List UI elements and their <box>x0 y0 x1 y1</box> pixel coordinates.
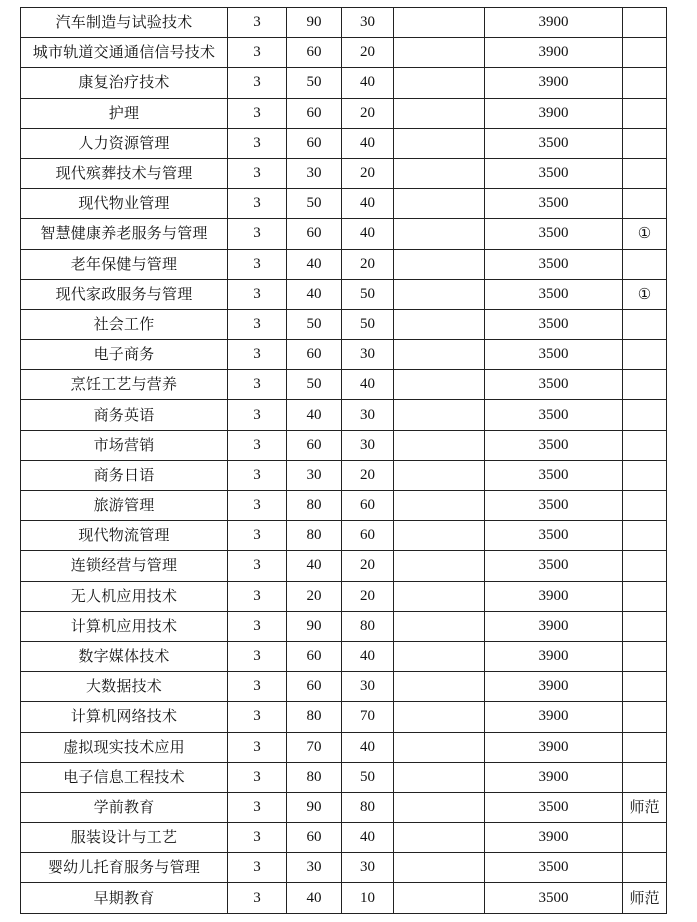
note-cell <box>623 430 667 460</box>
duration-years-cell: 3 <box>228 792 287 822</box>
enrollment-count-cell: 40 <box>342 68 394 98</box>
duration-years-cell: 3 <box>228 370 287 400</box>
empty-cell <box>394 68 485 98</box>
plan-count-cell: 30 <box>287 460 342 490</box>
table-row <box>21 672 667 702</box>
note-cell <box>623 340 667 370</box>
table-row <box>21 702 667 732</box>
tuition-fee-cell: 3500 <box>485 340 623 370</box>
plan-count-cell: 80 <box>287 702 342 732</box>
tuition-fee-cell: 3500 <box>485 460 623 490</box>
empty-cell <box>394 8 485 38</box>
table-row <box>21 823 667 853</box>
document-page <box>20 7 667 914</box>
duration-years-cell: 3 <box>228 189 287 219</box>
note-cell <box>623 309 667 339</box>
enrollment-count-cell: 80 <box>342 792 394 822</box>
plan-count-cell: 40 <box>287 249 342 279</box>
duration-years-cell: 3 <box>228 491 287 521</box>
enrollment-count-cell: 20 <box>342 98 394 128</box>
plan-count-cell: 90 <box>287 8 342 38</box>
major-name-cell: 现代殡葬技术与管理 <box>21 158 228 188</box>
plan-count-cell: 50 <box>287 370 342 400</box>
tuition-fee-cell: 3900 <box>485 672 623 702</box>
empty-cell <box>394 98 485 128</box>
enrollment-count-cell: 60 <box>342 521 394 551</box>
tuition-fee-cell: 3500 <box>485 853 623 883</box>
duration-years-cell: 3 <box>228 611 287 641</box>
enrollment-count-cell: 40 <box>342 128 394 158</box>
duration-years-cell: 3 <box>228 128 287 158</box>
table-row <box>21 521 667 551</box>
empty-cell <box>394 702 485 732</box>
note-cell: ① <box>623 219 667 249</box>
note-cell <box>623 98 667 128</box>
major-name-cell: 大数据技术 <box>21 672 228 702</box>
note-cell <box>623 581 667 611</box>
plan-count-cell: 40 <box>287 400 342 430</box>
tuition-fee-cell: 3500 <box>485 370 623 400</box>
enrollment-count-cell: 80 <box>342 611 394 641</box>
duration-years-cell: 3 <box>228 8 287 38</box>
major-name-cell: 计算机应用技术 <box>21 611 228 641</box>
table-row <box>21 792 667 822</box>
plan-count-cell: 60 <box>287 128 342 158</box>
plan-count-cell: 40 <box>287 279 342 309</box>
tuition-fee-cell: 3500 <box>485 883 623 913</box>
duration-years-cell: 3 <box>228 672 287 702</box>
table-row <box>21 732 667 762</box>
plan-count-cell: 80 <box>287 521 342 551</box>
empty-cell <box>394 400 485 430</box>
enrollment-count-cell: 40 <box>342 219 394 249</box>
note-cell <box>623 732 667 762</box>
plan-count-cell: 60 <box>287 98 342 128</box>
duration-years-cell: 3 <box>228 823 287 853</box>
plan-count-cell: 60 <box>287 672 342 702</box>
table-row <box>21 430 667 460</box>
tuition-fee-cell: 3900 <box>485 38 623 68</box>
major-name-cell: 婴幼儿托育服务与管理 <box>21 853 228 883</box>
tuition-fee-cell: 3500 <box>485 491 623 521</box>
enrollment-count-cell: 30 <box>342 853 394 883</box>
enrollment-count-cell: 20 <box>342 249 394 279</box>
major-name-cell: 市场营销 <box>21 430 228 460</box>
empty-cell <box>394 853 485 883</box>
enrollment-count-cell: 30 <box>342 672 394 702</box>
major-name-cell: 旅游管理 <box>21 491 228 521</box>
note-cell <box>623 853 667 883</box>
duration-years-cell: 3 <box>228 340 287 370</box>
empty-cell <box>394 611 485 641</box>
empty-cell <box>394 672 485 702</box>
plan-count-cell: 30 <box>287 158 342 188</box>
table-row <box>21 400 667 430</box>
enrollment-count-cell: 40 <box>342 370 394 400</box>
duration-years-cell: 3 <box>228 309 287 339</box>
tuition-fee-cell: 3500 <box>485 521 623 551</box>
major-name-cell: 商务日语 <box>21 460 228 490</box>
duration-years-cell: 3 <box>228 279 287 309</box>
table-row <box>21 189 667 219</box>
duration-years-cell: 3 <box>228 732 287 762</box>
duration-years-cell: 3 <box>228 581 287 611</box>
major-name-cell: 服装设计与工艺 <box>21 823 228 853</box>
empty-cell <box>394 309 485 339</box>
note-cell <box>623 370 667 400</box>
enrollment-count-cell: 20 <box>342 551 394 581</box>
plan-count-cell: 40 <box>287 883 342 913</box>
empty-cell <box>394 460 485 490</box>
table-row <box>21 460 667 490</box>
table-row <box>21 491 667 521</box>
empty-cell <box>394 641 485 671</box>
plan-count-cell: 60 <box>287 340 342 370</box>
table-row <box>21 249 667 279</box>
duration-years-cell: 3 <box>228 38 287 68</box>
major-name-cell: 社会工作 <box>21 309 228 339</box>
plan-count-cell: 60 <box>287 641 342 671</box>
enrollment-count-cell: 20 <box>342 460 394 490</box>
table-row <box>21 309 667 339</box>
duration-years-cell: 3 <box>228 158 287 188</box>
plan-count-cell: 50 <box>287 309 342 339</box>
enrollment-count-cell: 30 <box>342 340 394 370</box>
empty-cell <box>394 128 485 158</box>
empty-cell <box>394 279 485 309</box>
tuition-fee-cell: 3900 <box>485 702 623 732</box>
tuition-fee-cell: 3900 <box>485 762 623 792</box>
duration-years-cell: 3 <box>228 521 287 551</box>
empty-cell <box>394 430 485 460</box>
major-name-cell: 烹饪工艺与营养 <box>21 370 228 400</box>
note-cell <box>623 8 667 38</box>
empty-cell <box>394 551 485 581</box>
duration-years-cell: 3 <box>228 460 287 490</box>
major-name-cell: 电子信息工程技术 <box>21 762 228 792</box>
duration-years-cell: 3 <box>228 702 287 732</box>
empty-cell <box>394 249 485 279</box>
duration-years-cell: 3 <box>228 883 287 913</box>
note-cell: 师范 <box>623 883 667 913</box>
tuition-fee-cell: 3900 <box>485 8 623 38</box>
tuition-fee-cell: 3500 <box>485 189 623 219</box>
empty-cell <box>394 823 485 853</box>
major-name-cell: 人力资源管理 <box>21 128 228 158</box>
empty-cell <box>394 340 485 370</box>
tuition-fee-cell: 3900 <box>485 611 623 641</box>
empty-cell <box>394 158 485 188</box>
enrollment-count-cell: 50 <box>342 309 394 339</box>
duration-years-cell: 3 <box>228 430 287 460</box>
enrollment-count-cell: 30 <box>342 8 394 38</box>
empty-cell <box>394 792 485 822</box>
tuition-fee-cell: 3500 <box>485 551 623 581</box>
major-name-cell: 虚拟现实技术应用 <box>21 732 228 762</box>
empty-cell <box>394 762 485 792</box>
empty-cell <box>394 883 485 913</box>
table-row <box>21 68 667 98</box>
table-row <box>21 8 667 38</box>
enrollment-count-cell: 10 <box>342 883 394 913</box>
major-name-cell: 现代物业管理 <box>21 189 228 219</box>
enrollment-count-cell: 30 <box>342 400 394 430</box>
enrollment-count-cell: 40 <box>342 823 394 853</box>
table-row <box>21 219 667 249</box>
enrollment-count-cell: 30 <box>342 430 394 460</box>
empty-cell <box>394 219 485 249</box>
empty-cell <box>394 732 485 762</box>
note-cell: 师范 <box>623 792 667 822</box>
table-row <box>21 762 667 792</box>
table-row <box>21 98 667 128</box>
empty-cell <box>394 370 485 400</box>
note-cell <box>623 491 667 521</box>
empty-cell <box>394 38 485 68</box>
plan-count-cell: 60 <box>287 219 342 249</box>
major-name-cell: 商务英语 <box>21 400 228 430</box>
duration-years-cell: 3 <box>228 219 287 249</box>
enrollment-count-cell: 50 <box>342 279 394 309</box>
tuition-fee-cell: 3500 <box>485 128 623 158</box>
plan-count-cell: 90 <box>287 611 342 641</box>
plan-count-cell: 80 <box>287 491 342 521</box>
note-cell <box>623 823 667 853</box>
table-row <box>21 279 667 309</box>
enrollment-count-cell: 40 <box>342 189 394 219</box>
tuition-fee-cell: 3900 <box>485 98 623 128</box>
major-name-cell: 现代物流管理 <box>21 521 228 551</box>
plan-count-cell: 60 <box>287 430 342 460</box>
major-name-cell: 连锁经营与管理 <box>21 551 228 581</box>
plan-count-cell: 30 <box>287 853 342 883</box>
enrollment-count-cell: 70 <box>342 702 394 732</box>
tuition-fee-cell: 3900 <box>485 823 623 853</box>
enrollment-count-cell: 40 <box>342 732 394 762</box>
duration-years-cell: 3 <box>228 400 287 430</box>
tuition-fee-cell: 3500 <box>485 309 623 339</box>
empty-cell <box>394 491 485 521</box>
empty-cell <box>394 521 485 551</box>
duration-years-cell: 3 <box>228 249 287 279</box>
note-cell <box>623 762 667 792</box>
table-row <box>21 551 667 581</box>
plan-count-cell: 50 <box>287 189 342 219</box>
duration-years-cell: 3 <box>228 762 287 792</box>
tuition-fee-cell: 3500 <box>485 158 623 188</box>
majors-table <box>20 7 667 914</box>
note-cell <box>623 460 667 490</box>
duration-years-cell: 3 <box>228 641 287 671</box>
tuition-fee-cell: 3900 <box>485 641 623 671</box>
enrollment-count-cell: 50 <box>342 762 394 792</box>
table-row <box>21 38 667 68</box>
major-name-cell: 康复治疗技术 <box>21 68 228 98</box>
note-cell <box>623 128 667 158</box>
tuition-fee-cell: 3500 <box>485 792 623 822</box>
note-cell <box>623 68 667 98</box>
major-name-cell: 智慧健康养老服务与管理 <box>21 219 228 249</box>
table-row <box>21 853 667 883</box>
table-row <box>21 370 667 400</box>
duration-years-cell: 3 <box>228 551 287 581</box>
table-row <box>21 128 667 158</box>
major-name-cell: 汽车制造与试验技术 <box>21 8 228 38</box>
majors-table-body <box>21 8 667 914</box>
tuition-fee-cell: 3900 <box>485 732 623 762</box>
table-row <box>21 581 667 611</box>
tuition-fee-cell: 3900 <box>485 581 623 611</box>
empty-cell <box>394 581 485 611</box>
note-cell <box>623 521 667 551</box>
table-row <box>21 611 667 641</box>
major-name-cell: 早期教育 <box>21 883 228 913</box>
note-cell <box>623 672 667 702</box>
tuition-fee-cell: 3500 <box>485 400 623 430</box>
table-row <box>21 641 667 671</box>
empty-cell <box>394 189 485 219</box>
plan-count-cell: 70 <box>287 732 342 762</box>
plan-count-cell: 60 <box>287 823 342 853</box>
note-cell <box>623 551 667 581</box>
tuition-fee-cell: 3500 <box>485 279 623 309</box>
tuition-fee-cell: 3900 <box>485 68 623 98</box>
major-name-cell: 学前教育 <box>21 792 228 822</box>
note-cell <box>623 702 667 732</box>
enrollment-count-cell: 40 <box>342 641 394 671</box>
major-name-cell: 城市轨道交通通信信号技术 <box>21 38 228 68</box>
table-row <box>21 883 667 913</box>
plan-count-cell: 20 <box>287 581 342 611</box>
major-name-cell: 数字媒体技术 <box>21 641 228 671</box>
duration-years-cell: 3 <box>228 98 287 128</box>
table-row <box>21 340 667 370</box>
note-cell <box>623 400 667 430</box>
enrollment-count-cell: 20 <box>342 158 394 188</box>
enrollment-count-cell: 20 <box>342 38 394 68</box>
major-name-cell: 老年保健与管理 <box>21 249 228 279</box>
table-row <box>21 158 667 188</box>
plan-count-cell: 60 <box>287 38 342 68</box>
note-cell <box>623 38 667 68</box>
enrollment-count-cell: 20 <box>342 581 394 611</box>
tuition-fee-cell: 3500 <box>485 249 623 279</box>
tuition-fee-cell: 3500 <box>485 219 623 249</box>
note-cell: ① <box>623 279 667 309</box>
plan-count-cell: 90 <box>287 792 342 822</box>
note-cell <box>623 641 667 671</box>
note-cell <box>623 249 667 279</box>
plan-count-cell: 40 <box>287 551 342 581</box>
major-name-cell: 护理 <box>21 98 228 128</box>
note-cell <box>623 611 667 641</box>
tuition-fee-cell: 3500 <box>485 430 623 460</box>
major-name-cell: 计算机网络技术 <box>21 702 228 732</box>
duration-years-cell: 3 <box>228 68 287 98</box>
note-cell <box>623 189 667 219</box>
major-name-cell: 电子商务 <box>21 340 228 370</box>
plan-count-cell: 80 <box>287 762 342 792</box>
major-name-cell: 无人机应用技术 <box>21 581 228 611</box>
enrollment-count-cell: 60 <box>342 491 394 521</box>
plan-count-cell: 50 <box>287 68 342 98</box>
duration-years-cell: 3 <box>228 853 287 883</box>
note-cell <box>623 158 667 188</box>
major-name-cell: 现代家政服务与管理 <box>21 279 228 309</box>
